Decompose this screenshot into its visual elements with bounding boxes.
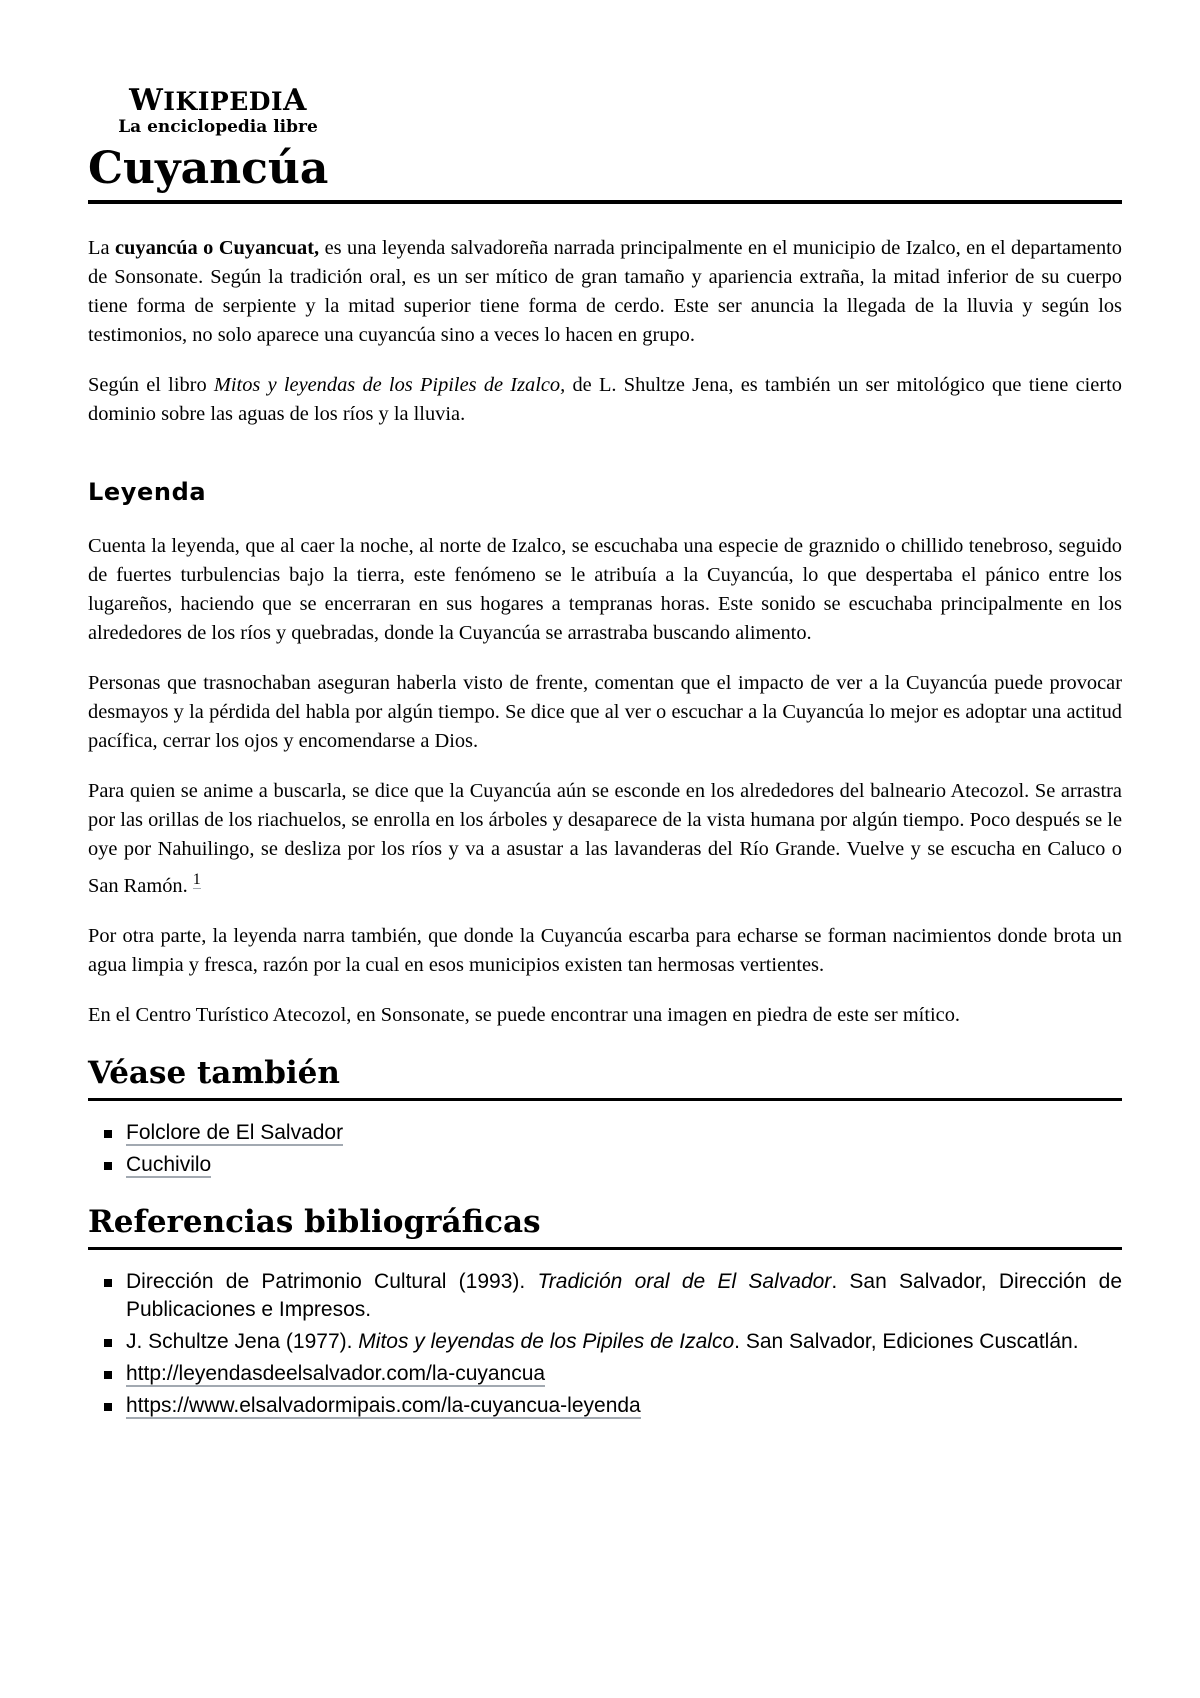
leyenda-p3-text: Para quien se anime a buscarla, se dice que la Cuyancúa aún se esconde en los alrededores del balneario Atecozol. Se arrastra por las orillas de los riachuelos, se enrolla en los árboles y desaparece de la vista humana por algún tiempo. Poco después se le oye por Nahuilingo, se desliza por los ríos y va a asustar a las lavanderas del Río Grande. Vuelve y se escucha en Caluco o San Ramón. xyxy=(88,780,1122,897)
ref2-pre: J. Schultze Jena (1977). xyxy=(126,1329,359,1353)
section-heading-referencias: Referencias bibliográficas xyxy=(88,1201,1122,1250)
see-also-list xyxy=(88,1119,1122,1179)
bullet-icon xyxy=(104,1279,112,1287)
leyenda-paragraph-5: En el Centro Turístico Atecozol, en Sonsonate, se puede encontrar una imagen en piedra de este ser mítico. xyxy=(88,1003,961,1026)
reference-item xyxy=(88,1360,1122,1388)
intro-paragraph-1 xyxy=(88,234,1122,350)
leyenda-paragraph-1: Cuenta la leyenda, que al caer la noche, al norte de Izalco, se escuchaba una especie de graznido o chillido tenebroso, seguido de fuertes turbulencias bajo la tierra, este fenómeno se le atribuía a la Cuyancúa, lo que despertaba el pánico entre los lugareños, haciendo que se encerraran en sus hogares a tempranas horas. Este sonido se escuchaba principalmente en los alrededores de los ríos y quebradas, donde la Cuyancúa se arrastraba buscando alimento. xyxy=(88,535,1122,644)
logo-tagline: La enciclopedia libre xyxy=(118,117,318,137)
reference-item xyxy=(88,1328,1122,1356)
logo-wordmark: WIKIPEDIA xyxy=(129,83,307,118)
list-item xyxy=(88,1151,1122,1179)
leyenda-paragraph-3 xyxy=(88,777,1122,901)
intro-p1-bold: cuyancúa o Cuyancuat, xyxy=(114,237,320,259)
see-also-link-cuchivilo[interactable]: Cuchivilo xyxy=(126,1152,212,1176)
list-item xyxy=(88,1119,1122,1147)
page-title: Cuyancúa xyxy=(88,140,1122,204)
leyenda-paragraph-4: Por otra parte, la leyenda narra también, que donde la Cuyancúa escarba para echarse se forman nacimientos donde brota un agua limpia y fresca, razón por la cual en esos municipios existen tan hermosas vertientes. xyxy=(88,924,1122,976)
ref2-title: Mitos y leyendas de los Pipiles de Izalco xyxy=(358,1329,735,1353)
bullet-icon xyxy=(104,1130,112,1138)
reference-url-leyendasdeelsalvador[interactable]: http://leyendasdeelsalvador.com/la-cuyancua xyxy=(126,1361,546,1385)
intro-p1-pre: La xyxy=(88,237,115,259)
wikipedia-logo[interactable] xyxy=(118,84,318,137)
bullet-icon xyxy=(104,1371,112,1379)
bullet-icon xyxy=(104,1339,112,1347)
reference-item xyxy=(88,1392,1122,1420)
reference-link-1[interactable]: 1 xyxy=(192,871,201,888)
intro-p2-pre: Según el libro xyxy=(88,374,214,396)
see-also-link-folclore[interactable]: Folclore de El Salvador xyxy=(126,1120,344,1144)
intro-p2-post: de L. Shultze Jena, es también un ser mitológico que tiene cierto dominio sobre las aguas de los ríos y la lluvia. xyxy=(88,374,1122,425)
bullet-icon xyxy=(104,1403,112,1411)
reference-url-elsalvadormipais[interactable]: https://www.elsalvadormipais.com/la-cuyancua-leyenda xyxy=(126,1393,641,1417)
intro-p1-post: es una leyenda salvadoreña narrada principalmente en el municipio de Izalco, en el departamento de Sonsonate. Según la tradición oral, es un ser mítico de gran tamaño y apariencia extraña, la mitad inferior de su cuerpo tiene forma de serpiente y la mitad superior tiene forma de cerdo. Este ser anuncia la llegada de la lluvia y según los testimonios, no solo aparece una cuyancúa sino a veces lo hacen en grupo. xyxy=(88,237,1122,346)
intro-p2-book-title: Mitos y leyendas de los Pipiles de Izalco, xyxy=(213,374,566,396)
ref2-post: . San Salvador, Ediciones Cuscatlán. xyxy=(734,1329,1079,1353)
intro-paragraph-2 xyxy=(88,371,1122,429)
bullet-icon xyxy=(104,1162,112,1170)
section-heading-leyenda: Leyenda xyxy=(88,478,207,506)
leyenda-paragraph-2: Personas que trasnochaban aseguran haberla visto de frente, comentan que el impacto de ver a la Cuyancúa puede provocar desmayos y la pérdida del habla por algún tiempo. Se dice que al ver o escuchar a la Cuyancúa lo mejor es adoptar una actitud pacífica, cerrar los ojos y encomendarse a Dios. xyxy=(88,672,1122,752)
article-body xyxy=(88,234,1122,1424)
ref1-post: . San Salvador, Dirección de Publicaciones e Impresos. xyxy=(126,1269,1123,1321)
section-heading-vease: Véase también xyxy=(88,1052,1122,1101)
reference-item xyxy=(88,1268,1122,1324)
ref1-pre: Dirección de Patrimonio Cultural (1993). xyxy=(126,1269,538,1293)
references-list xyxy=(88,1268,1122,1420)
ref1-title: Tradición oral de El Salvador xyxy=(537,1269,832,1293)
